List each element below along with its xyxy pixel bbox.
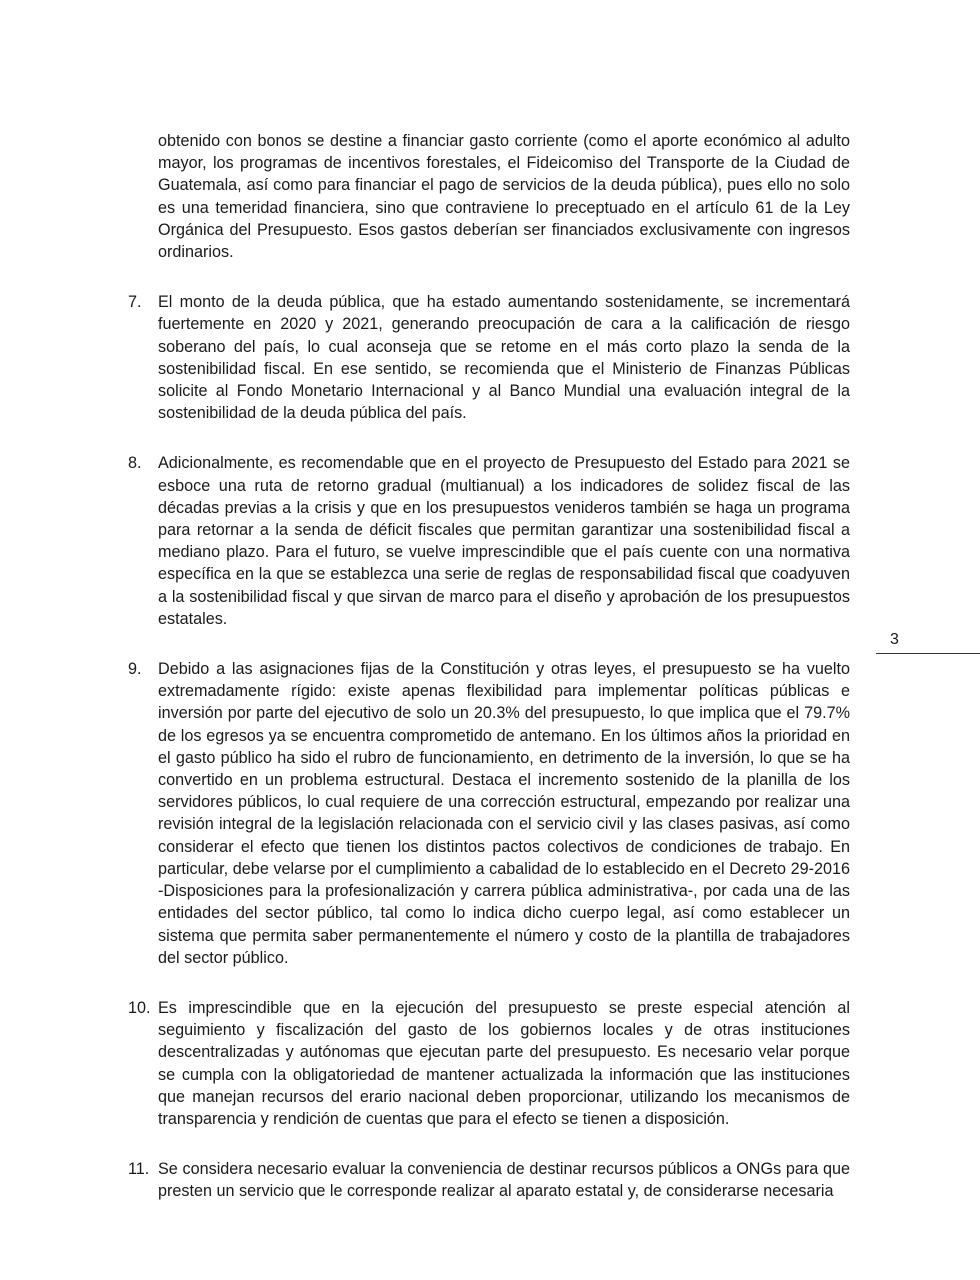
page-number: 3 [890,631,899,648]
list-item-number: 8. [128,454,142,473]
list-item-text: El monto de la deuda pública, que ha estado aumentando sostenidamente, se incrementará fuertemente en 2020 y 2021, generando preocupación de cara a la calificación de riesgo soberano del país, lo cual aconseja que se retome en el más corto plazo la senda de la sostenibilidad fiscal. En ese sentido, se recomienda que el Ministerio de Finanzas Públicas solicite al Fondo Monetario Internacional y al Banco Mundial una evaluación integral de la sostenibilidad de la deuda pública del país. [158,293,850,423]
list-item [128,1158,850,1202]
list-item [128,658,850,969]
list-item [128,452,850,630]
paragraph-text: obtenido con bonos se destine a financiar gasto corriente (como el aporte económico al adulto mayor, los programas de incentivos forestales, el Fideicomiso del Transporte de la Ciudad de Guatemala, así como para financiar el pago de servicios de la deuda pública), pues ello no solo es una temeridad financiera, sino que contraviene lo preceptuado en el artículo 61 de la Ley Orgánica del Presupuesto. Esos gastos deberían ser financiados exclusivamente con ingresos ordinarios. [158,132,850,262]
list-item-number: 7. [128,293,142,312]
page-number-rule [876,653,980,654]
list-item-number: 10. [128,998,151,1017]
list-item-text: Adicionalmente, es recomendable que en el proyecto de Presupuesto del Estado para 2021 se esboce una ruta de retorno gradual (multianual) a los indicadores de solidez fiscal de las décadas previas a la crisis y que en los presupuestos venideros también se haga un programa para retornar a la senda de déficit fiscales que permitan garantizar una sostenibilidad fiscal a mediano plazo. Para el futuro, se vuelve imprescindible que el país cuente con una normativa específica en la que se establezca una serie de reglas de responsabilidad fiscal que coadyuven a la sostenibilidad fiscal y que sirvan de marco para el diseño y aprobación de los presupuestos estatales. [158,454,850,628]
list-item-text: Es imprescindible que en la ejecución del presupuesto se preste especial atención al seguimiento y fiscalización del gasto de los gobiernos locales y de otras instituciones descentralizadas y autónomas que ejecutan parte del presupuesto. Es necesario velar porque se cumpla con la obligatoriedad de mantener actualizada la información que las instituciones que manejan recursos del erario nacional deben proporcionar, utilizando los mecanismos de transparencia y rendición de cuentas que para el efecto se tienen a disposición. [158,998,850,1128]
paragraph-continued [158,130,850,263]
list-item-number: 11. [128,1160,150,1179]
list-item-number: 9. [128,660,142,679]
list-item [128,997,850,1130]
list-item-text: Debido a las asignaciones fijas de la Constitución y otras leyes, el presupuesto se ha vuelto extremadamente rígido: existe apenas flexibilidad para implementar políticas públicas e inversión por parte del ejecutivo de solo un 20.3% del presupuesto, lo que implica que el 79.7% de los egresos ya se encuentra comprometido de antemano. En los últimos años la prioridad en el gasto público ha sido el rubro de funcionamiento, en detrimento de la inversión, lo que se ha convertido en un problema estructural. Destaca el incremento sostenido de la planilla de los servidores públicos, lo cual requiere de una corrección estructural, empezando por realizar una revisión integral de la legislación relacionada con el servicio civil y las clases pasivas, así como considerar el efecto que tienen los distintos pactos colectivos de condiciones de trabajo. En particular, debe velarse por el cumplimiento a cabalidad de lo establecido en el Decreto 29-2016 -Disposiciones para la profesionalización y carrera pública administrativa-, por cada una de las entidades del sector público, tal como lo indica dicho cuerpo legal, así como establecer un sistema que permita saber permanentemente el número y costo de la plantilla de trabajadores del sector público. [158,660,850,967]
document-body [128,130,850,1231]
list-item [128,291,850,424]
list-item-text: Se considera necesario evaluar la conveniencia de destinar recursos públicos a ONGs para que presten un servicio que le corresponde realizar al aparato estatal y, de considerarse necesaria [158,1160,850,1201]
